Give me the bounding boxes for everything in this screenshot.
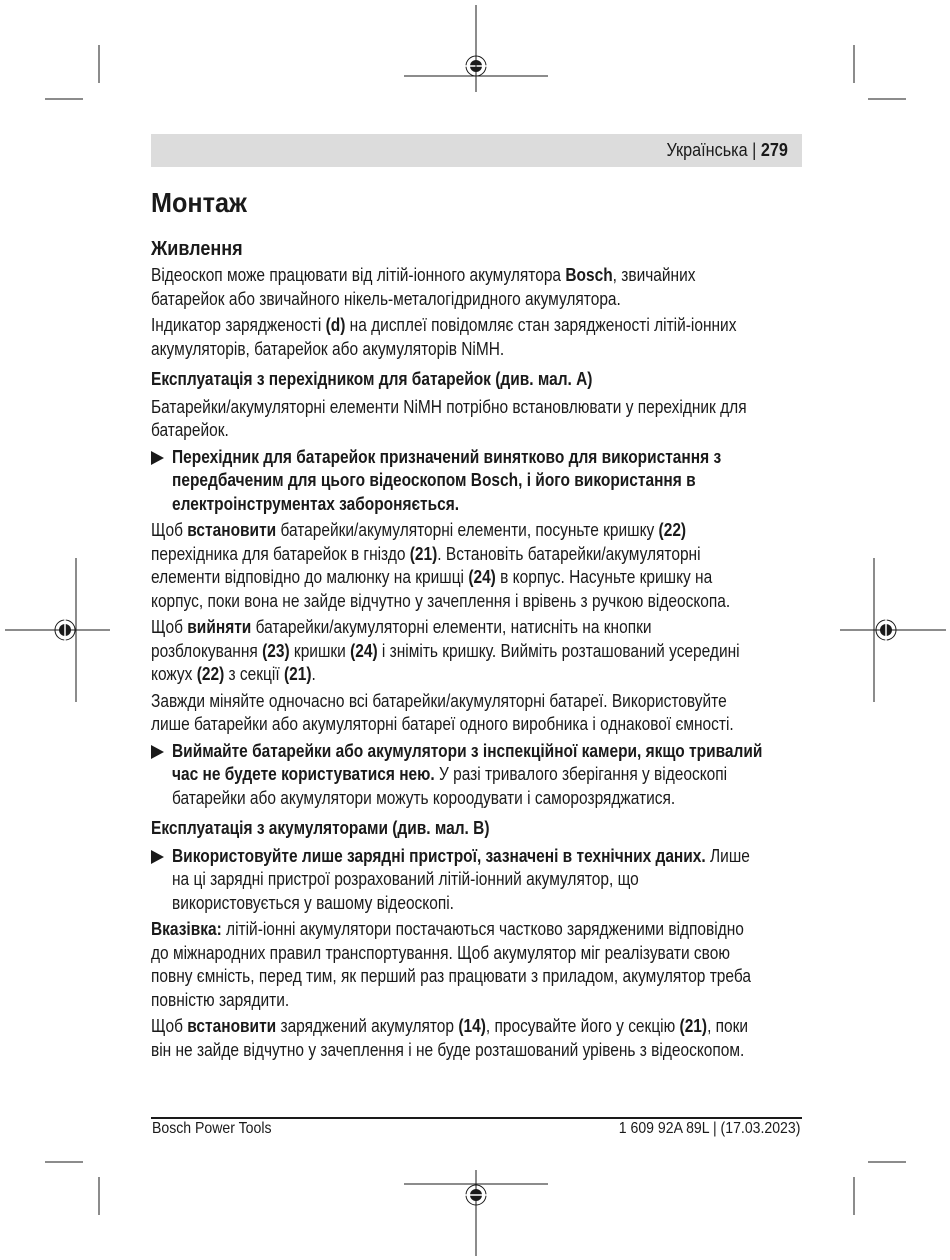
text-run: він не зайде відчутно у зачеплення і не буде розташований урівень з відеоскопом. bbox=[151, 1039, 745, 1060]
text-line bbox=[172, 892, 722, 916]
text-run: акумуляторів, батарейок або акумуляторів NiMH. bbox=[151, 338, 505, 359]
text-run: Відеоскоп може працювати від літій-іонного акумулятора bbox=[151, 265, 566, 285]
text-run: Щоб bbox=[151, 520, 188, 540]
text-run: повністю зарядити. bbox=[151, 989, 290, 1010]
text-run: до міжнародних правил транспортування. Щоб акумулятор міг реалізувати свою bbox=[151, 942, 730, 963]
text-line bbox=[151, 264, 719, 288]
bold-text: (21) bbox=[409, 543, 438, 564]
triangle-bullet-icon bbox=[151, 745, 164, 759]
paragraph bbox=[151, 616, 811, 687]
text-run: Індикатор зарядженості bbox=[151, 315, 326, 335]
paragraph bbox=[151, 690, 811, 737]
footer-brand: Bosch Power Tools bbox=[152, 1120, 272, 1137]
text-line bbox=[172, 868, 722, 892]
text-run: Щоб bbox=[151, 617, 188, 637]
bold-text: (14) bbox=[458, 1016, 486, 1036]
text-run: елементи відповідно до малюнку на кришці bbox=[151, 567, 469, 587]
text-line bbox=[151, 1015, 749, 1039]
text-line bbox=[151, 338, 719, 362]
text-run: кришки bbox=[289, 640, 351, 661]
text-run: на дисплеї повідомляє стан зарядженості літій-іонних bbox=[345, 315, 737, 335]
page-header-bar bbox=[151, 134, 802, 167]
paragraph bbox=[151, 396, 811, 443]
bold-text: вийняти bbox=[187, 617, 252, 637]
bold-text: Виймайте батарейки або акумулятори з інспекційної камери, якщо тривалий bbox=[172, 740, 763, 761]
text-run: з секції bbox=[224, 664, 284, 684]
text-line bbox=[172, 446, 722, 470]
text-run: кожух bbox=[151, 664, 197, 684]
text-line bbox=[151, 1039, 745, 1063]
text-line bbox=[151, 965, 751, 989]
text-line bbox=[172, 845, 750, 869]
text-line bbox=[151, 663, 719, 687]
text-line bbox=[151, 817, 719, 841]
paragraphs bbox=[151, 264, 811, 1062]
text-line bbox=[172, 493, 722, 517]
text-run: заряджений акумулятор bbox=[276, 1016, 459, 1036]
text-run: Експлуатація з акумуляторами (див. мал. B) bbox=[151, 818, 490, 838]
header-language: Українська bbox=[666, 140, 748, 160]
bold-text: електроінструментах забороняється. bbox=[172, 493, 460, 514]
bold-text: встановити bbox=[187, 520, 277, 540]
text-line bbox=[151, 942, 730, 966]
triangle-bullet-icon bbox=[151, 451, 164, 465]
text-line bbox=[151, 690, 727, 714]
text-line bbox=[151, 989, 719, 1013]
bold-text: встановити bbox=[187, 1016, 277, 1036]
warning-bullet bbox=[151, 446, 811, 517]
triangle-bullet-icon bbox=[151, 850, 164, 864]
text-run: Завжди міняйте одночасно всі батарейки/акумуляторні батареї. Використовуйте bbox=[151, 690, 727, 711]
text-run: , звичайних bbox=[612, 265, 696, 285]
footer-doc-number: 1 609 92A 89L | (17.03.2023) bbox=[618, 1120, 800, 1137]
bold-text: передбаченим для цього відеоскопом Bosch, і його використання в bbox=[172, 470, 696, 490]
bold-text: (23) bbox=[262, 640, 290, 661]
paragraph bbox=[151, 1015, 811, 1062]
footer-rule bbox=[151, 1117, 802, 1119]
text-run: і зніміть кришку. Вийміть розташований усередині bbox=[377, 640, 740, 661]
header-separator: | bbox=[752, 140, 757, 160]
bold-text: (d) bbox=[325, 315, 346, 335]
text-line bbox=[151, 918, 744, 942]
text-run: . Встановіть батарейки/акумуляторні bbox=[437, 543, 701, 564]
paragraph bbox=[151, 264, 811, 311]
text-run: батарейок. bbox=[151, 420, 229, 440]
bold-text: (21) bbox=[283, 664, 312, 684]
text-line bbox=[151, 288, 719, 312]
bold-text: (21) bbox=[679, 1016, 708, 1036]
text-run: У разі тривалого зберігання у відеоскопі bbox=[434, 764, 728, 784]
paragraph bbox=[151, 918, 811, 1012]
text-line bbox=[151, 419, 719, 443]
page-title: Монтаж bbox=[151, 187, 247, 218]
text-run: батарейки/акумуляторні елементи, натисніть на кнопки bbox=[251, 617, 652, 637]
text-line bbox=[151, 640, 740, 664]
bold-text: (22) bbox=[658, 520, 687, 540]
text-run: батарейки або акумулятори можуть короодувати і саморозряджатися. bbox=[172, 787, 676, 808]
text-run: батарейок або звичайного нікель-металогідридного акумулятора. bbox=[151, 288, 621, 309]
warning-bullet bbox=[151, 845, 811, 916]
text-run: використовується у вашому відеоскопі. bbox=[172, 892, 454, 913]
text-run: лише батарейки або акумуляторні батареї одного виробника і однакової ємності. bbox=[151, 714, 734, 734]
text-line bbox=[151, 543, 719, 567]
bold-text: Bosch bbox=[565, 265, 613, 285]
text-run: Лише bbox=[705, 845, 750, 866]
text-line bbox=[151, 396, 747, 420]
paragraph bbox=[151, 519, 811, 613]
text-run: Експлуатація з перехідником для батарейок (див. мал. A) bbox=[151, 369, 593, 389]
text-run: корпус, поки вона не зайде відчутно у зачеплення і врівень з ручкою відеоскопа. bbox=[151, 590, 731, 611]
text-line bbox=[172, 469, 722, 493]
text-line bbox=[172, 740, 763, 764]
text-line bbox=[151, 616, 719, 640]
text-run: на ці зарядні пристрої розрахований літій-іонний акумулятор, що bbox=[172, 869, 639, 889]
bold-text: (24) bbox=[350, 640, 378, 661]
text-line bbox=[151, 713, 734, 737]
paragraph bbox=[151, 314, 811, 361]
text-run: Батарейки/акумуляторні елементи NiMH потрібно встановлювати у перехідник для bbox=[151, 396, 747, 417]
section-heading: Живлення bbox=[151, 238, 243, 260]
subsection-heading bbox=[151, 817, 811, 841]
text-run: перехідника для батарейок в гніздо bbox=[151, 543, 410, 564]
page-body bbox=[151, 186, 811, 1065]
text-run: в корпус. Насуньте кришку на bbox=[495, 567, 713, 587]
page-number: 279 bbox=[760, 140, 788, 160]
text-line bbox=[151, 314, 737, 338]
bold-text: час не будете користуватися нею. bbox=[172, 764, 435, 784]
bold-text: Вказівка: bbox=[151, 919, 222, 939]
text-run: літій-іонні акумулятори постачаються частково зарядженими відповідно bbox=[221, 919, 744, 939]
text-run: розблокування bbox=[151, 640, 263, 661]
page-header bbox=[667, 140, 788, 161]
text-line bbox=[151, 519, 719, 543]
text-run: батарейки/акумуляторні елементи, посуньте кришку bbox=[276, 520, 659, 540]
text-run: Щоб bbox=[151, 1016, 188, 1036]
bold-text: (24) bbox=[468, 567, 496, 587]
bold-text: (22) bbox=[196, 664, 225, 684]
text-run: , просувайте його у секцію bbox=[485, 1016, 680, 1036]
text-line bbox=[151, 590, 731, 614]
bold-text: Перехідник для батарейок призначений винятково для використання з bbox=[172, 446, 722, 467]
text-line bbox=[151, 368, 719, 392]
text-line bbox=[172, 787, 722, 811]
text-run: , поки bbox=[707, 1016, 749, 1036]
text-run: повну ємність, перед тим, як перший раз працювати з приладом, акумулятор треба bbox=[151, 966, 751, 986]
warning-bullet bbox=[151, 740, 811, 811]
text-line bbox=[151, 566, 719, 590]
text-run: . bbox=[311, 664, 316, 684]
subsection-heading bbox=[151, 368, 811, 392]
bold-text: Використовуйте лише зарядні пристрої, зазначені в технічних даних. bbox=[172, 845, 706, 866]
text-line bbox=[172, 763, 728, 787]
